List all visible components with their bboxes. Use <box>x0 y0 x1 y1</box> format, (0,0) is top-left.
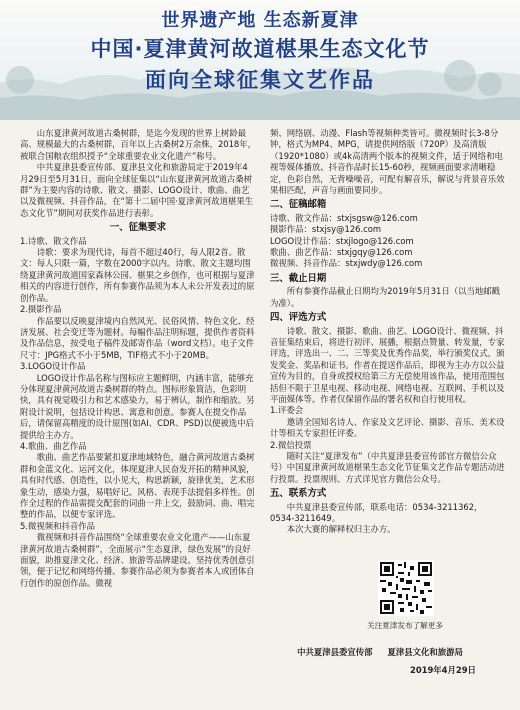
right-column <box>270 128 506 536</box>
section-paragraph: LOGO设计作品名称与图标应主题鲜明，内涵丰富，能够充分体现夏津黄河故道古桑树群的特点。图标形象简洁，色彩明快，具有视觉吸引力和艺术感染力，易于辨认，制作和缩放。另附设计说明，包括设计构思、寓意和创意。参赛人在提交作品后，请保留高精度的设计原图(如AI、CDR、PSD)以便被选中后提供给主办方。 <box>20 372 255 440</box>
organizer-line <box>250 646 510 658</box>
qr-code[interactable] <box>378 560 434 616</box>
left-column <box>20 128 256 589</box>
email-line: 诗歌、散文作品：stxjsgsw@126.com <box>270 212 418 223</box>
section-paragraph: 诗歌、散文、摄影、歌曲、曲艺、LOGO设计、微视频、抖音征集结束后，将进行初评、展播，根据点赞量、转发量，专家评选，评选出一、二、三等奖及优秀作品奖，举行颁奖仪式，颁发奖金、奖品和证书。作者在提送作品后，即视为主办方以公益宣传为目的，自身或授权给第三方无偿使用该作品，使用范围包括但不限于卫星电视、移动电视、网络电视、互联网、手机以及平面媒体等。作者仅保留作品的署名权和自行使用权。 <box>270 325 505 404</box>
organizer-name: 夏津县文化和旅游局 <box>387 647 463 657</box>
subsection-heading: 1.评委会 <box>270 405 304 416</box>
slogan-heading: 世界遗产地 生态新夏津 <box>161 10 359 31</box>
qr-caption: 关注夏津发布了解更多 <box>367 621 443 630</box>
section-heading: 二、征稿邮箱 <box>270 199 327 211</box>
section-paragraph: 歌曲、曲艺作品要紧扣夏津地域特色，融合黄河故道古桑树群和金蓝文化、运河文化，体现夏津人民奋发开拓的精神风貌，具有时代感、创造性，以小见大，构思新颖，旋律优美，艺术形象生动，感染力强，易唱好记。风格、表现手法提倡多样性。创作全过程的作品需提交配套的词曲一并上交，鼓励词、曲、唱完整的作品，以便专家评选。 <box>20 452 255 520</box>
email-line: 微视频、抖音作品：stxjwdy@126.com <box>270 258 423 269</box>
section-paragraph: 中共夏津县委宣传部，联系电话：0534-3211362，0534-3211649。 <box>270 501 483 523</box>
section-paragraph: 作品要以反映夏津境内自然风光、民俗风情、特色文化、经济发展、社会变迁等为题材。每幅作品注明标题，提供作者资料及作品信息，按受电子稿件及邮寄作品（word文档）。电子文件尺寸：JPG格式不小于5MB，TIF格式不小于20MB。 <box>20 315 255 360</box>
poster-header <box>0 0 520 120</box>
email-line: LOGO设计作品：stxjlogo@126.com <box>270 235 414 246</box>
section-heading: 四、评选方式 <box>270 312 327 324</box>
subsection-heading: 4.歌曲、曲艺作品 <box>20 440 87 451</box>
section-paragraph: 随时关注“夏津发布”（中共夏津县委宣传部官方微信公众号）中国夏津黄河故道椹果生态文化节征集文艺作品专题活动进行投票。投票规则、方式详见官方微信公众号。 <box>270 450 505 484</box>
subsection-heading: 2.微信投票 <box>270 439 312 450</box>
section-paragraph: 频、网络剧、动漫、Flash等视频种类皆可。微视频时长3-8分钟，格式为MP4、MPG，请提供网络版（720P）及高清版（1920*1080）或4k高清两个版本的视频文件，适于网络和电视等媒体播放。抖音作品时长15-60秒，视频画面要求清晰稳定，色彩自然，无背噪噪音，可配有解音乐，解说与背景音乐效果相匹配，声音与画面要同步。 <box>270 128 505 196</box>
section-paragraph: 所有参赛作品截止日期均为2019年5月31日（以当地邮戳为准）。 <box>270 286 500 308</box>
intro-paragraph: 山东夏津黄河故道古桑树群，是迄今发现的世界上树龄最高、规模最大的古桑树群，百年以上古桑树2万余株，2018年，被联合国粮农组织授予“全球重要农业文化遗产”称号。 <box>20 128 257 161</box>
subsection-heading: 1.诗歌、散文作品 <box>20 235 87 246</box>
subsection-heading: 5.微视频和抖音作品 <box>20 520 95 531</box>
section-heading: 一、征集要求 <box>109 222 167 234</box>
organizer-name: 中共夏津县委宣传部 <box>297 647 373 657</box>
intro-paragraph: 中共夏津县委宣传部、夏津县文化和旅游局定于2019年4月29日至5月31日，面向全球征集以“山东夏津黄河故道古桑树群”为主要内容的诗歌、散文、摄影、LOGO设计、歌曲、曲艺以及微视频、抖音作品，在“第十二届中国·夏津黄河故道椹果生态文化节”期间对获奖作品进行表彰。 <box>20 162 254 218</box>
section-heading: 三、截止日期 <box>270 272 327 284</box>
section-heading: 五、联系方式 <box>270 488 327 500</box>
festival-subtitle: 面向全球征集文艺作品 <box>145 68 375 92</box>
section-paragraph: 邀请全国知名诗人、作家及文艺评论、摄影、音乐、美术设计等相关专家担任评委。 <box>270 416 505 439</box>
email-line: 歌曲、曲艺作品：stxjgqy@126.com <box>270 247 413 258</box>
closing-note: 本次大赛的解释权归主办方。 <box>286 524 396 535</box>
email-line: 摄影作品：stxjsy@126.com <box>270 224 382 235</box>
section-paragraph: 诗歌：要求为现代诗，每首不超过40行，每人限2首。散文：每人只限一篇，字数在2000字以内。诗歌、散文主题均围绕夏津黄河故道国家森林公园、椹果之乡创作，也可根据与夏津相关的内容进行创作，所有参赛作品须为本人未公开发表过的原创作品。 <box>20 247 255 303</box>
subsection-heading: 3.LOGO设计作品 <box>20 361 86 372</box>
festival-title: 中国·夏津黄河故道椹果生态文化节 <box>90 37 430 61</box>
publish-date: 2019年4月29日 <box>410 665 476 675</box>
poster-footer <box>250 560 510 700</box>
subsection-heading: 2.摄影作品 <box>20 304 62 315</box>
section-paragraph: 微视频和抖音作品围绕“全球重要农业文化遗产——山东夏津黄河故道古桑树群”，全面展示“生态夏津，绿色发展”的良好面貌，助推夏津文化、经济、旅游等品牌建设。坚持优秀创意引领，便于记忆和网络传播。参赛作品必须为参赛者本人或团体自行创作的原创作品。微视 <box>20 532 255 588</box>
